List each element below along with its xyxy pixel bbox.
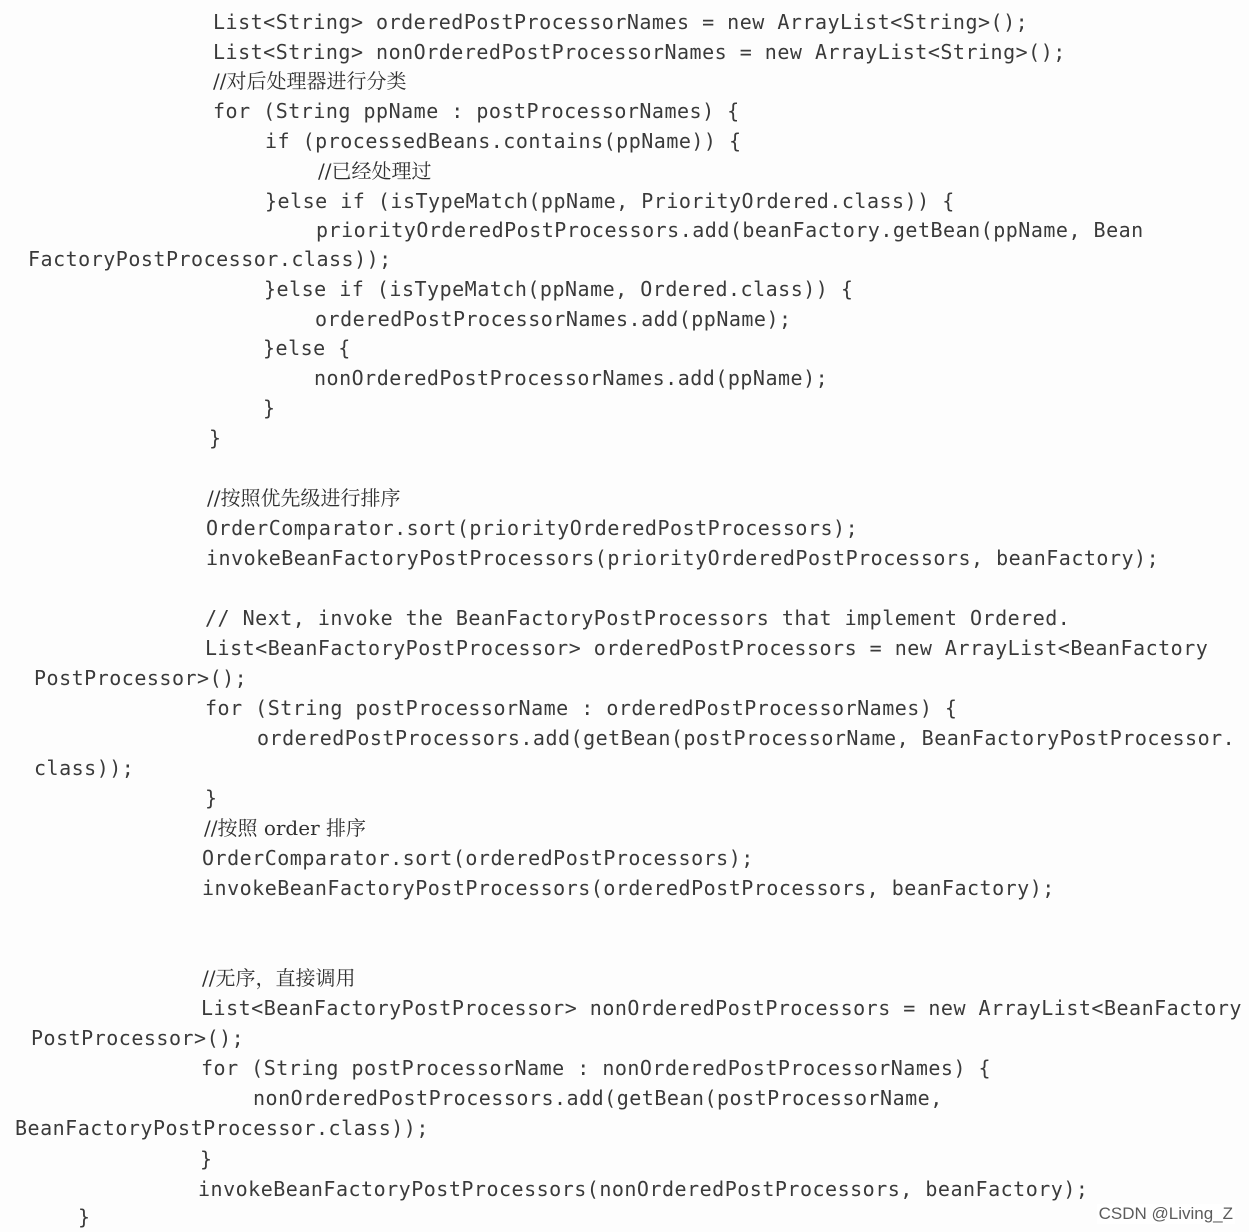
watermark: CSDN @Living_Z (1098, 1204, 1233, 1223)
code-line: invokeBeanFactoryPostProcessors(priorityOrderedPostProcessors, beanFactory); (206, 546, 1160, 570)
code-line: }else if (isTypeMatch(ppName, PriorityOrdered.class)) { (265, 189, 955, 213)
code-line: class)); (34, 756, 135, 780)
code-line: for (String ppName : postProcessorNames) { (213, 99, 740, 123)
code-line: BeanFactoryPostProcessor.class)); (15, 1116, 429, 1140)
code-line: nonOrderedPostProcessors.add(getBean(postProcessorName, (253, 1086, 943, 1110)
code-line: if (processedBeans.contains(ppName)) { (265, 129, 742, 153)
code-line: FactoryPostProcessor.class)); (28, 247, 392, 271)
code-comment: //已经处理过 (318, 159, 432, 183)
code-line: priorityOrderedPostProcessors.add(beanFactory.getBean(ppName, Bean (316, 218, 1144, 242)
code-line: List<BeanFactoryPostProcessor> orderedPostProcessors = new ArrayList<BeanFactory (205, 636, 1209, 660)
code-line: List<String> nonOrderedPostProcessorNames = new ArrayList<String>(); (213, 40, 1066, 64)
code-line: for (String postProcessorName : nonOrderedPostProcessorNames) { (201, 1056, 992, 1080)
code-line: nonOrderedPostProcessorNames.add(ppName); (314, 366, 829, 390)
code-comment: //无序，直接调用 (202, 966, 356, 990)
code-line: PostProcessor>(); (34, 666, 248, 690)
code-line: } (78, 1205, 91, 1229)
code-line: }else if (isTypeMatch(ppName, Ordered.class)) { (264, 277, 854, 301)
code-line: for (String postProcessorName : orderedPostProcessorNames) { (205, 696, 958, 720)
code-line: List<String> orderedPostProcessorNames = new ArrayList<String>(); (213, 10, 1029, 34)
code-line: }else { (263, 336, 351, 360)
code-line: invokeBeanFactoryPostProcessors(nonOrderedPostProcessors, beanFactory); (198, 1177, 1089, 1201)
code-comment: //按照 order 排序 (204, 816, 366, 840)
code-line: PostProcessor>(); (31, 1026, 245, 1050)
code-line: OrderComparator.sort(orderedPostProcessors); (202, 846, 754, 870)
code-line: List<BeanFactoryPostProcessor> nonOrderedPostProcessors = new ArrayList<BeanFactory (201, 996, 1242, 1020)
code-line: // Next, invoke the BeanFactoryPostProcessors that implement Ordered. (205, 606, 1071, 630)
code-line: orderedPostProcessorNames.add(ppName); (315, 307, 792, 331)
code-line: } (200, 1147, 213, 1171)
code-line: orderedPostProcessors.add(getBean(postProcessorName, BeanFactoryPostProcessor. (257, 726, 1236, 750)
code-line: OrderComparator.sort(priorityOrderedPostProcessors); (206, 516, 859, 540)
code-line: } (263, 396, 276, 420)
code-line: } (205, 786, 218, 810)
code-line: } (209, 426, 222, 450)
code-line: invokeBeanFactoryPostProcessors(orderedPostProcessors, beanFactory); (202, 876, 1055, 900)
code-comment: //对后处理器进行分类 (213, 69, 407, 93)
code-comment: //按照优先级进行排序 (207, 486, 401, 510)
